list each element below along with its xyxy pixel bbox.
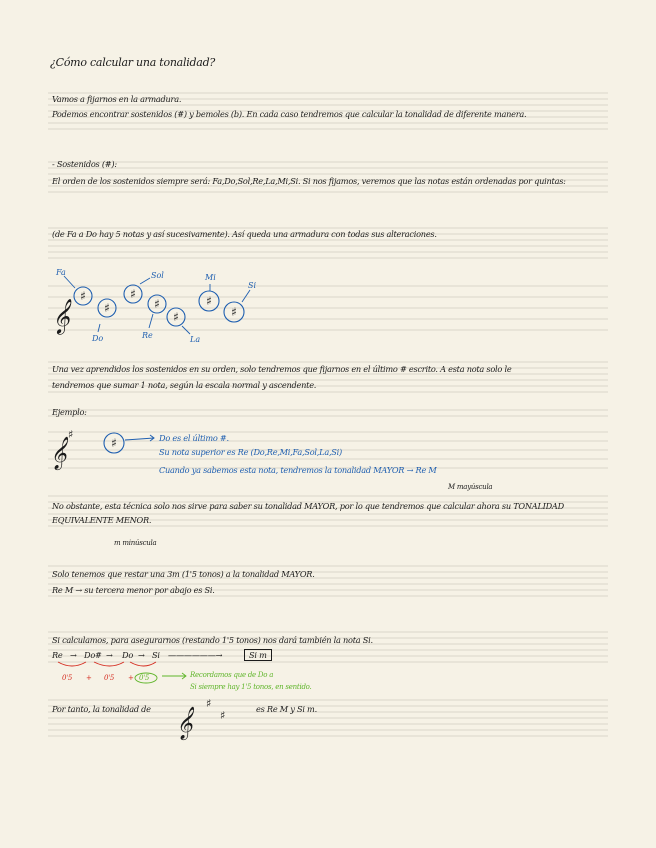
conclusion-key-diagram <box>174 692 244 742</box>
ejemplo-heading: Ejemplo: <box>52 407 87 417</box>
label-sol: Sol <box>151 271 164 280</box>
sharp-do-icon: ♯ <box>111 436 117 450</box>
notebook-page: ¿Cómo calcular una tonalidad? Vamos a fijarnos en la armadura. Podemos encontrar sostenidos (#) y bemoles (b). En cada caso tendremos que calcular la tonalidad de diferente manera. - Sostenidos (#): El orden de los sostenidos siempre será: Fa,Do,Sol,Re,La,Mi,Si. Si nos fijamos, veremos que las notas están ordenadas por quintas: (de Fa a Do hay 5 notas y así sucesivamente). Así queda una armadura con todas sus alteraciones. 𝄞 ♯ ♯ ♯ ♯ ♯ ♯ ♯ Fa Do Sol Re La Mi Si Una vez aprendidos los sostenidos en su orden, solo tendremos que fijarnos en el último # escrito. A esta nota solo le tendremos que sumar 1 nota, según la escala normal y ascendente. Ejemplo: 𝄞 ♯ ♯ Do es el último #. Su nota superior es Re (Do,Re,Mi,Fa,Sol,La,Si) Cuando ya sabemos esta nota, tendremos la tonalidad MAYOR → Re M M mayúscula No obstante, esta técnica solo nos sirve para saber su tonalidad MAYOR, por lo que tendremos que calcular ahora su TONALIDAD EQUIVALENTE MENOR. m minúscula Solo tenemos que restar una 3m (1'5 tonos) a la tonalidad MAYOR. Re M → su tercera menor por abajo es Si. Si calculamos, para asegurarnos (restando 1'5 tonos) nos dará también la nota Si. Re → Do# → Do → Si ——————→ Si m 0'5 + 0'5 + 0'5 Recordamos que de Do a Si siempre hay 1'5 tonos, en sentido. Por tanto, la tonalidad de 𝄞 ♯ ♯ es Re M y Si m. <box>0 0 656 848</box>
label-do: Do <box>92 334 104 343</box>
label-fa: Fa <box>56 268 66 277</box>
example-key-diagram <box>46 422 156 472</box>
sharp-fa-icon: ♯ <box>206 697 212 710</box>
arrow-icon <box>125 438 154 440</box>
treble-clef-icon: 𝄞 <box>176 706 193 739</box>
step-2: 0'5 <box>104 674 115 682</box>
sostenidos-line-1: El orden de los sostenidos siempre será: Fa,Do,Sol,Re,La,Mi,Si. Si nos fijamos, veremos que las notas están ordenadas por quintas: <box>52 176 566 186</box>
conclusion-prefix: Por tanto, la tonalidad de <box>52 704 151 714</box>
deslizante-line-2: EQUIVALENTE MENOR. <box>52 515 152 525</box>
ejemplo-note-2: Su nota superior es Re (Do,Re,Mi,Fa,Sol,La,Si) <box>159 447 342 457</box>
ejemplo-note-4: M mayúscula <box>448 483 493 491</box>
aprendidos-line-1: Una vez aprendidos los sostenidos en su orden, solo tendremos que fijarnos en el último # escrito. A esta nota solo le <box>52 364 512 374</box>
aprendidos-line-2: tendremos que sumar 1 nota, según la escala normal y ascendente. <box>52 380 317 390</box>
step-1: 0'5 <box>62 674 73 682</box>
calculo-line-1: Si calculamos, para asegurarnos (restando 1'5 tonos) nos dará también la nota Si. <box>52 635 373 645</box>
conclusion-suffix: es Re M y Si m. <box>256 704 317 714</box>
sharp-do-icon: ♯ <box>220 709 226 722</box>
page-title: ¿Cómo calcular una tonalidad? <box>50 56 216 69</box>
sharp-glyph-la: ♯ <box>173 310 179 324</box>
intro-line-2: Podemos encontrar sostenidos (#) y bemoles (b). En cada caso tendremos que calcular la tonalidad de diferente manera. <box>52 109 527 119</box>
sostenidos-line-2: (de Fa a Do hay 5 notas y así sucesivamente). Así queda una armadura con todas sus alteraciones. <box>52 229 437 239</box>
deslizante-line-1: No obstante, esta técnica solo nos sirve para saber su tonalidad MAYOR, por lo que tendremos que calcular ahora su TONALIDAD <box>52 501 564 511</box>
sharp-fa-icon: ♯ <box>68 428 74 441</box>
label-re: Re <box>142 331 153 340</box>
sharp-glyph-re: ♯ <box>154 297 160 311</box>
result-box: Si m <box>244 649 272 661</box>
chain-note-2: Do# <box>84 650 102 660</box>
chain-note-1: Re <box>52 650 63 660</box>
treble-clef-icon: 𝄞 <box>52 299 70 334</box>
key-signature-diagram <box>40 262 280 347</box>
menor-line-2: Re M → su tercera menor por abajo es Si. <box>52 585 215 595</box>
sharp-glyph-si: ♯ <box>231 305 237 319</box>
menor-line-1: Solo tenemos que restar una 3m (1'5 tonos) a la tonalidad MAYOR. <box>52 569 315 579</box>
treble-clef-icon: 𝄞 <box>50 436 67 469</box>
label-si: Si <box>248 281 257 290</box>
sharp-glyph-sol: ♯ <box>130 287 136 301</box>
ejemplo-note-3: Cuando ya sabemos esta nota, tendremos la tonalidad MAYOR → Re M <box>159 465 437 475</box>
intro-line-1: Vamos a fijarnos en la armadura. <box>52 94 182 104</box>
ejemplo-note-1: Do es el último #. <box>159 433 229 443</box>
label-mi: Mi <box>205 273 216 282</box>
chain-note-4: Si <box>152 650 160 660</box>
reminder-2: Si siempre hay 1'5 tonos, en sentido. <box>190 683 312 691</box>
step-3: 0'5 <box>139 674 150 682</box>
sharp-glyph-mi: ♯ <box>206 294 212 308</box>
chain-note-3: Do <box>122 650 133 660</box>
reminder-1: Recordamos que de Do a <box>190 671 274 679</box>
label-la: La <box>190 335 201 344</box>
sostenidos-heading: - Sostenidos (#): <box>52 159 117 169</box>
sharp-glyph-do: ♯ <box>104 301 110 315</box>
sharp-glyph-fa: ♯ <box>80 289 86 303</box>
deslizante-note: m minúscula <box>114 539 157 547</box>
